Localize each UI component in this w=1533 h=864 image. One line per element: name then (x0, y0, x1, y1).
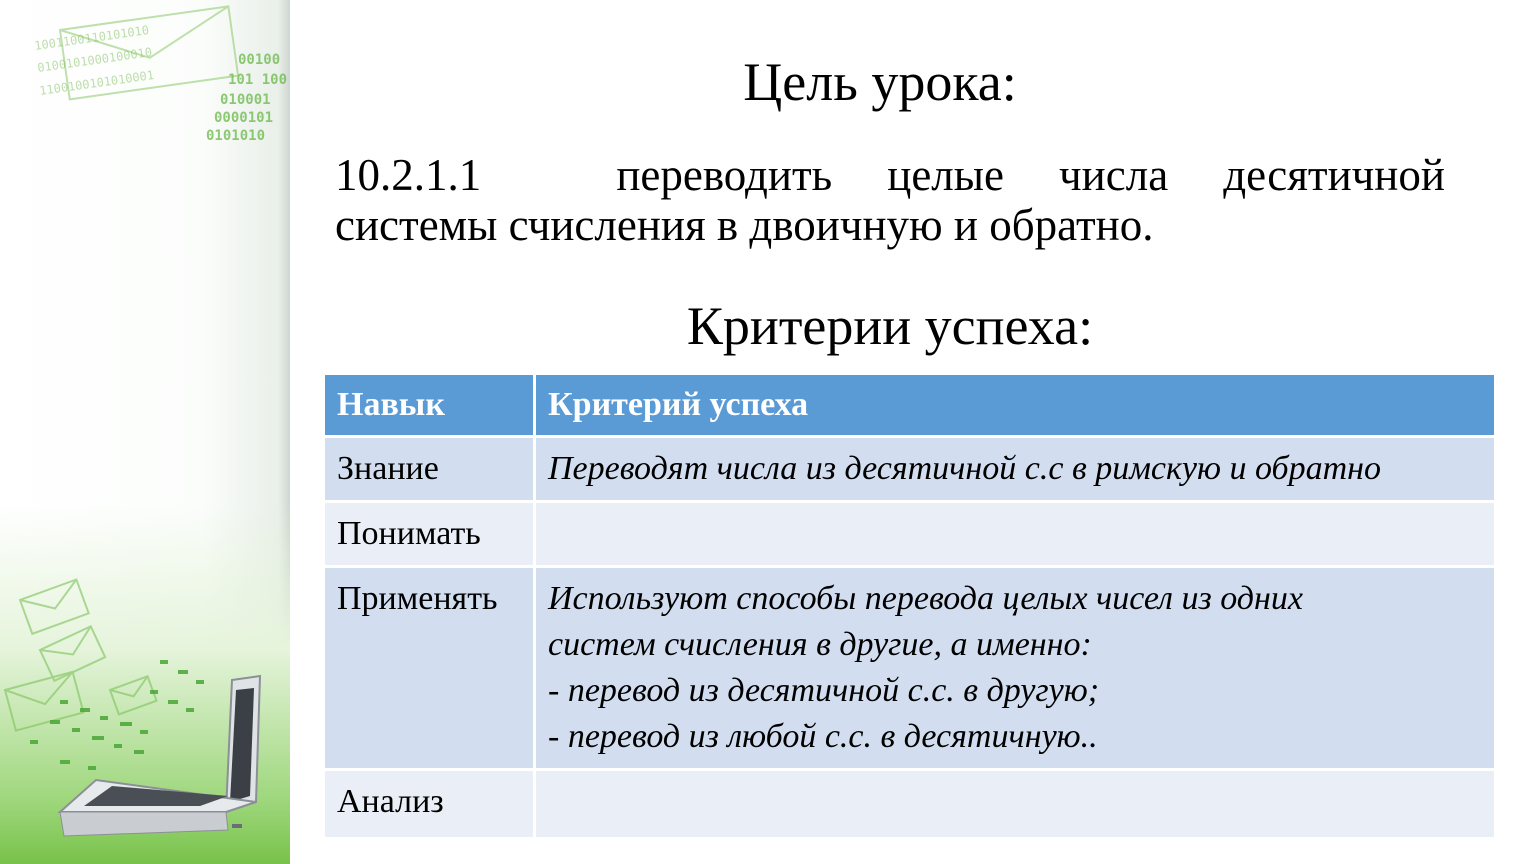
objective-word: целые (887, 150, 1004, 200)
table-header-row (324, 374, 1496, 437)
header-criterion: Критерий успеха (535, 374, 1496, 437)
svg-text:00100: 00100 (238, 52, 281, 68)
objective-line-1 (335, 150, 1445, 200)
binary-decoration-art (0, 0, 290, 864)
objective-code: 10.2.1.1 (335, 150, 482, 200)
criterion-line: Переводят числа из десятичной с.с в римскую и обратно (548, 450, 1382, 487)
svg-text:0100101000100010: 0100101000100010 (36, 45, 153, 75)
criterion-line: - перевод из любой с.с. в десятичную.. (548, 718, 1098, 755)
envelope-icon (20, 579, 89, 633)
skill-cell: Применять (324, 567, 535, 770)
criterion-cell (535, 437, 1496, 502)
objective-word: числа (1059, 150, 1169, 200)
svg-text:0000101: 0000101 (214, 110, 274, 126)
svg-text:1100100101010001: 1100100101010001 (38, 68, 155, 98)
table-row (324, 567, 1496, 770)
objective-word: десятичной (1223, 150, 1445, 200)
criterion-line: систем счисления в другие, а именно: (548, 626, 1092, 663)
criterion-cell (535, 502, 1496, 567)
table-row (324, 770, 1496, 839)
envelope-icon (5, 672, 83, 731)
decorative-side-strip (0, 0, 290, 864)
envelope-icon (110, 676, 156, 714)
skill-cell: Анализ (324, 770, 535, 839)
svg-text:0101010: 0101010 (206, 128, 266, 144)
objective-line-2: системы счисления в двоичную и обратно. (335, 200, 1154, 250)
header-skill: Навык (324, 374, 535, 437)
section-subtitle: Критерии успеха: (686, 296, 1094, 356)
success-criteria-table (322, 372, 1497, 840)
svg-text:101 100: 101 100 (228, 72, 288, 88)
svg-text:1001100110101010: 1001100110101010 (33, 23, 150, 53)
svg-text:010001: 010001 (220, 92, 271, 108)
lesson-objective (335, 150, 1445, 250)
criterion-line: Используют способы перевода целых чисел из одних (548, 580, 1303, 617)
laptop-icon (60, 676, 260, 836)
criterion-cell (535, 567, 1496, 770)
table-row (324, 502, 1496, 567)
criterion-cell (535, 770, 1496, 839)
criterion-line: - перевод из десятичной с.с. в другую; (548, 672, 1100, 709)
page-title: Цель урока: (743, 52, 1017, 112)
objective-word: переводить (616, 150, 833, 200)
skill-cell: Понимать (324, 502, 535, 567)
skill-cell: Знание (324, 437, 535, 502)
table-row (324, 437, 1496, 502)
